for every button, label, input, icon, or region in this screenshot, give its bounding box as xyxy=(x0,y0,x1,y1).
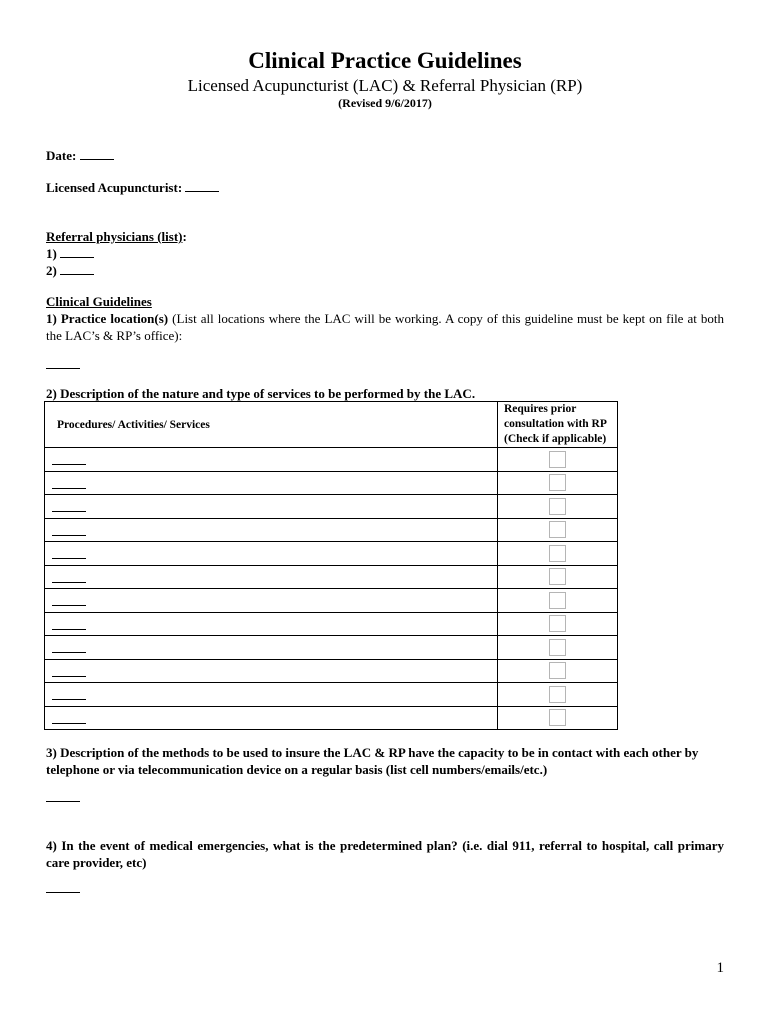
table-row xyxy=(45,471,618,495)
table-row xyxy=(45,636,618,660)
consultation-header-line: (Check if applicable) xyxy=(504,433,607,445)
referral-heading-text: Referral physicians (list) xyxy=(46,229,183,244)
services-heading: 2) Description of the nature and type of services to be performed by the LAC. xyxy=(46,386,476,401)
procedure-input[interactable] xyxy=(52,521,86,536)
date-label: Date: xyxy=(46,148,77,163)
consultation-checkbox[interactable] xyxy=(549,615,566,632)
consultation-cell xyxy=(498,612,618,636)
emergency-plan-heading: 4) In the event of medical emergencies, what is the predetermined plan? (i.e. dial 911, referral to hospital, call primary care provider, etc) xyxy=(46,838,724,870)
consultation-header-line: Requires prior xyxy=(504,403,577,415)
consultation-checkbox[interactable] xyxy=(549,474,566,491)
procedure-input[interactable] xyxy=(52,638,86,653)
procedure-cell[interactable] xyxy=(45,448,498,472)
consultation-checkbox[interactable] xyxy=(549,451,566,468)
referral-input-2[interactable] xyxy=(60,263,94,275)
consultation-cell xyxy=(498,706,618,730)
table-header-row xyxy=(45,402,618,448)
procedure-cell[interactable] xyxy=(45,636,498,660)
procedure-cell[interactable] xyxy=(45,542,498,566)
procedure-input[interactable] xyxy=(52,662,86,677)
procedure-input[interactable] xyxy=(52,474,86,489)
consultation-header-line: consultation with RP xyxy=(504,418,607,430)
procedure-input[interactable] xyxy=(52,709,86,724)
procedure-input[interactable] xyxy=(52,497,86,512)
services-table xyxy=(44,401,618,730)
consultation-checkbox[interactable] xyxy=(549,592,566,609)
consultation-cell xyxy=(498,683,618,707)
consultation-checkbox[interactable] xyxy=(549,686,566,703)
consultation-checkbox[interactable] xyxy=(549,521,566,538)
guidelines-heading: Clinical Guidelines xyxy=(46,294,152,309)
procedure-input[interactable] xyxy=(52,568,86,583)
referral-item-2 xyxy=(46,263,94,279)
lac-field xyxy=(46,180,219,196)
date-input[interactable] xyxy=(80,148,114,160)
procedure-cell[interactable] xyxy=(45,706,498,730)
referral-item-number: 1) xyxy=(46,246,57,261)
procedure-cell[interactable] xyxy=(45,565,498,589)
practice-location-desc: (List all locations where the LAC will be working. A copy of this guideline must be kept on file at both the LAC’s & RP’s office): xyxy=(46,311,725,343)
contact-methods-heading: 3) Description of the methods to be used to insure the LAC & RP have the capacity to be in contact with each other by telephone or via telecommunication device on a regular basis (list cell numbers/emails/etc.) xyxy=(46,745,699,777)
consultation-checkbox[interactable] xyxy=(549,639,566,656)
referral-item-number: 2) xyxy=(46,263,57,278)
referral-item-1 xyxy=(46,246,94,262)
page-number: 1 xyxy=(716,960,724,976)
contact-methods-input[interactable] xyxy=(46,801,80,802)
procedure-cell[interactable] xyxy=(45,612,498,636)
referral-input-1[interactable] xyxy=(60,246,94,258)
procedure-input[interactable] xyxy=(52,591,86,606)
lac-label: Licensed Acupuncturist: xyxy=(46,180,183,195)
consultation-cell xyxy=(498,471,618,495)
consultation-cell xyxy=(498,448,618,472)
consultation-cell xyxy=(498,636,618,660)
table-row xyxy=(45,495,618,519)
procedure-input[interactable] xyxy=(52,685,86,700)
procedure-input[interactable] xyxy=(52,544,86,559)
table-row xyxy=(45,706,618,730)
procedure-cell[interactable] xyxy=(45,589,498,613)
procedure-input[interactable] xyxy=(52,615,86,630)
practice-location-input[interactable] xyxy=(46,368,80,369)
consultation-checkbox[interactable] xyxy=(549,568,566,585)
procedure-cell[interactable] xyxy=(45,518,498,542)
consultation-cell xyxy=(498,589,618,613)
practice-location-text xyxy=(46,310,724,344)
emergency-plan-input[interactable] xyxy=(46,892,80,893)
table-row xyxy=(45,518,618,542)
consultation-checkbox[interactable] xyxy=(549,662,566,679)
procedure-cell[interactable] xyxy=(45,683,498,707)
procedures-column-header: Procedures/ Activities/ Services xyxy=(45,402,498,448)
procedure-cell[interactable] xyxy=(45,471,498,495)
page-title: Clinical Practice Guidelines xyxy=(248,48,522,73)
table-row xyxy=(45,683,618,707)
revision-date: (Revised 9/6/2017) xyxy=(338,96,432,110)
consultation-cell xyxy=(498,495,618,519)
procedure-cell[interactable] xyxy=(45,659,498,683)
procedure-cell[interactable] xyxy=(45,495,498,519)
consultation-column-header xyxy=(498,402,618,448)
consultation-cell xyxy=(498,565,618,589)
practice-location-label: 1) Practice location(s) xyxy=(46,311,169,326)
consultation-cell xyxy=(498,542,618,566)
table-row xyxy=(45,565,618,589)
procedure-input[interactable] xyxy=(52,450,86,465)
date-field xyxy=(46,148,114,164)
consultation-checkbox[interactable] xyxy=(549,709,566,726)
referral-heading xyxy=(46,229,187,245)
lac-input[interactable] xyxy=(185,180,219,192)
table-row xyxy=(45,448,618,472)
consultation-checkbox[interactable] xyxy=(549,498,566,515)
table-row xyxy=(45,659,618,683)
consultation-cell xyxy=(498,518,618,542)
table-row xyxy=(45,612,618,636)
referral-heading-colon: : xyxy=(182,229,187,244)
table-row xyxy=(45,542,618,566)
consultation-cell xyxy=(498,659,618,683)
table-row xyxy=(45,589,618,613)
page-subtitle: Licensed Acupuncturist (LAC) & Referral Physician (RP) xyxy=(187,76,583,95)
consultation-checkbox[interactable] xyxy=(549,545,566,562)
